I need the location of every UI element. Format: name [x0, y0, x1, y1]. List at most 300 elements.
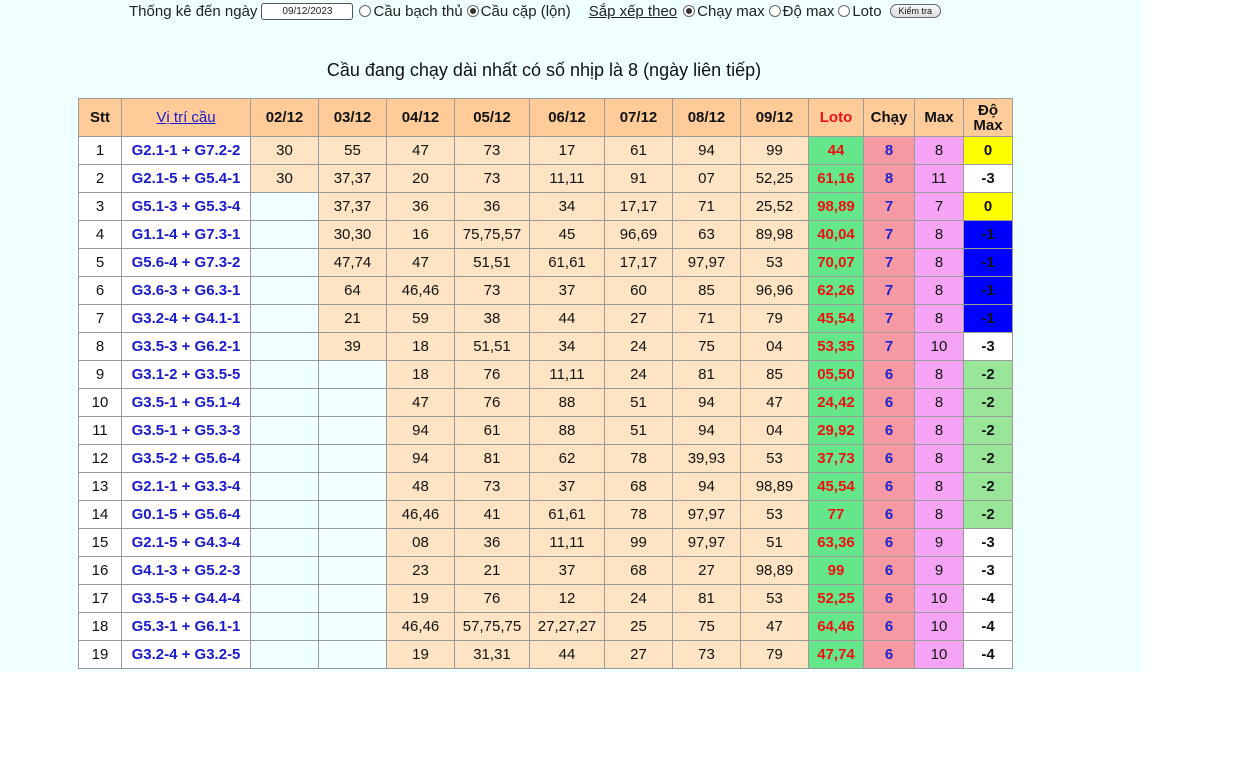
row-date-value: 53 [741, 445, 809, 473]
row-date-value: 94 [673, 473, 741, 501]
row-do-max: -3 [964, 529, 1013, 557]
row-date-value: 47 [387, 389, 455, 417]
row-do-max: 0 [964, 137, 1013, 165]
row-stt: 6 [79, 277, 122, 305]
row-chay: 6 [864, 557, 915, 585]
row-chay: 6 [864, 501, 915, 529]
table-row [79, 417, 1013, 445]
radio-loto[interactable] [838, 5, 850, 17]
row-chay: 7 [864, 193, 915, 221]
row-date-value [251, 529, 319, 557]
row-date-value: 85 [673, 277, 741, 305]
row-loto: 61,16 [809, 165, 864, 193]
row-date-value: 53 [741, 249, 809, 277]
row-stt: 19 [79, 641, 122, 669]
row-date-value: 46,46 [387, 613, 455, 641]
table-row [79, 221, 1013, 249]
table-row [79, 193, 1013, 221]
row-date-value: 25 [605, 613, 673, 641]
row-loto: 62,26 [809, 277, 864, 305]
row-date-value: 99 [741, 137, 809, 165]
row-stt: 16 [79, 557, 122, 585]
row-max: 8 [915, 473, 964, 501]
header-do-max-line1: Độ [978, 101, 998, 119]
row-date-value: 51 [605, 417, 673, 445]
row-do-max: -1 [964, 221, 1013, 249]
row-date-value: 31,31 [455, 641, 530, 669]
option-cap-lon-label: Cầu cặp (lộn) [480, 2, 571, 20]
table-row [79, 473, 1013, 501]
row-date-value: 37,37 [319, 193, 387, 221]
filter-bar [129, 0, 941, 22]
row-chay: 8 [864, 137, 915, 165]
row-chay: 7 [864, 221, 915, 249]
row-vi-tri-link[interactable]: G3.5-2 + G5.6-4 [122, 445, 251, 473]
row-stt: 15 [79, 529, 122, 557]
row-date-value: 30,30 [319, 221, 387, 249]
row-stt: 11 [79, 417, 122, 445]
row-date-value: 97,97 [673, 249, 741, 277]
row-date-value: 17,17 [605, 249, 673, 277]
row-date-value [319, 445, 387, 473]
row-date-value: 81 [673, 585, 741, 613]
row-max: 8 [915, 389, 964, 417]
row-stt: 1 [79, 137, 122, 165]
header-vi-tri[interactable]: Vị trí cầu [122, 99, 251, 137]
header-date: 08/12 [673, 99, 741, 137]
row-chay: 7 [864, 249, 915, 277]
row-date-value [319, 361, 387, 389]
row-date-value [251, 249, 319, 277]
row-vi-tri-link[interactable]: G1.1-4 + G7.3-1 [122, 221, 251, 249]
row-chay: 7 [864, 305, 915, 333]
table-row [79, 445, 1013, 473]
row-do-max: -2 [964, 361, 1013, 389]
row-vi-tri-link[interactable]: G5.3-1 + G6.1-1 [122, 613, 251, 641]
row-date-value: 97,97 [673, 529, 741, 557]
header-loto: Loto [809, 99, 864, 137]
row-date-value: 61 [455, 417, 530, 445]
row-date-value: 89,98 [741, 221, 809, 249]
radio-bach-thu[interactable] [359, 5, 371, 17]
row-loto: 99 [809, 557, 864, 585]
header-row [79, 99, 1013, 137]
row-date-value: 94 [673, 389, 741, 417]
row-chay: 8 [864, 165, 915, 193]
row-stt: 12 [79, 445, 122, 473]
row-stt: 4 [79, 221, 122, 249]
row-date-value: 62 [530, 445, 605, 473]
row-vi-tri-link[interactable]: G2.1-5 + G5.4-1 [122, 165, 251, 193]
row-date-value: 99 [605, 529, 673, 557]
header-do-max-line2: Max [973, 116, 1003, 134]
row-loto: 05,50 [809, 361, 864, 389]
row-date-value: 24 [605, 585, 673, 613]
row-date-value: 46,46 [387, 277, 455, 305]
row-date-value: 27 [605, 305, 673, 333]
row-date-value: 73 [673, 641, 741, 669]
row-date-value: 94 [387, 445, 455, 473]
header-date: 06/12 [530, 99, 605, 137]
row-date-value: 18 [387, 333, 455, 361]
row-do-max: -1 [964, 277, 1013, 305]
row-date-value: 17,17 [605, 193, 673, 221]
option-cap-lon[interactable] [467, 3, 571, 20]
row-date-value [251, 221, 319, 249]
row-date-value [319, 641, 387, 669]
row-max: 7 [915, 193, 964, 221]
row-date-value: 75 [673, 333, 741, 361]
row-max: 8 [915, 277, 964, 305]
row-loto: 45,54 [809, 305, 864, 333]
row-date-value: 39,93 [673, 445, 741, 473]
row-loto: 29,92 [809, 417, 864, 445]
row-do-max: -2 [964, 473, 1013, 501]
row-vi-tri-link[interactable]: G2.1-5 + G4.3-4 [122, 529, 251, 557]
row-date-value: 78 [605, 445, 673, 473]
row-date-value: 51,51 [455, 333, 530, 361]
row-date-value: 36 [455, 529, 530, 557]
row-date-value: 60 [605, 277, 673, 305]
row-date-value: 19 [387, 585, 455, 613]
row-loto: 45,54 [809, 473, 864, 501]
row-max: 8 [915, 137, 964, 165]
radio-cap-lon[interactable] [467, 5, 479, 17]
results-table [78, 98, 1013, 669]
row-date-value: 61,61 [530, 249, 605, 277]
row-date-value [319, 529, 387, 557]
row-date-value: 76 [455, 361, 530, 389]
row-chay: 6 [864, 529, 915, 557]
row-date-value: 88 [530, 389, 605, 417]
row-vi-tri-link[interactable]: G3.5-3 + G6.2-1 [122, 333, 251, 361]
row-date-value: 07 [673, 165, 741, 193]
row-vi-tri-link[interactable]: G4.1-3 + G5.2-3 [122, 557, 251, 585]
row-date-value [251, 277, 319, 305]
option-bach-thu-label: Cầu bạch thủ [373, 2, 463, 20]
row-stt: 7 [79, 305, 122, 333]
table-row [79, 361, 1013, 389]
row-date-value [251, 473, 319, 501]
row-vi-tri-link[interactable]: G3.6-3 + G6.3-1 [122, 277, 251, 305]
table-row [79, 613, 1013, 641]
row-date-value [251, 613, 319, 641]
row-date-value: 04 [741, 417, 809, 445]
header-date: 09/12 [741, 99, 809, 137]
row-chay: 6 [864, 361, 915, 389]
row-date-value [251, 361, 319, 389]
date-label: Thống kê đến ngày [129, 2, 258, 20]
row-vi-tri-link[interactable]: G5.6-4 + G7.3-2 [122, 249, 251, 277]
row-max: 9 [915, 529, 964, 557]
row-date-value: 34 [530, 193, 605, 221]
row-do-max: -3 [964, 557, 1013, 585]
check-button[interactable]: Kiểm tra [890, 4, 942, 18]
row-chay: 6 [864, 641, 915, 669]
row-do-max: -2 [964, 389, 1013, 417]
row-max: 8 [915, 501, 964, 529]
header-date: 02/12 [251, 99, 319, 137]
row-date-value: 41 [455, 501, 530, 529]
row-date-value [319, 501, 387, 529]
row-loto: 24,42 [809, 389, 864, 417]
row-date-value: 04 [741, 333, 809, 361]
row-date-value: 91 [605, 165, 673, 193]
row-stt: 13 [79, 473, 122, 501]
header-stt: Stt [79, 99, 122, 137]
row-chay: 7 [864, 333, 915, 361]
row-stt: 2 [79, 165, 122, 193]
row-date-value: 68 [605, 557, 673, 585]
table-row [79, 529, 1013, 557]
date-input[interactable] [261, 3, 353, 20]
row-date-value [319, 473, 387, 501]
header-date: 04/12 [387, 99, 455, 137]
row-date-value: 16 [387, 221, 455, 249]
row-vi-tri-link[interactable]: G3.2-4 + G4.1-1 [122, 305, 251, 333]
row-date-value: 51 [605, 389, 673, 417]
row-vi-tri-link[interactable]: G3.1-2 + G3.5-5 [122, 361, 251, 389]
row-date-value: 24 [605, 333, 673, 361]
row-date-value: 51,51 [455, 249, 530, 277]
table-row [79, 501, 1013, 529]
table-row [79, 641, 1013, 669]
row-max: 8 [915, 361, 964, 389]
row-date-value [251, 333, 319, 361]
row-date-value: 75,75,57 [455, 221, 530, 249]
header-date: 03/12 [319, 99, 387, 137]
header-do-max [964, 99, 1013, 137]
row-date-value: 61 [605, 137, 673, 165]
header-max: Max [915, 99, 964, 137]
row-date-value: 19 [387, 641, 455, 669]
row-date-value: 23 [387, 557, 455, 585]
row-loto: 47,74 [809, 641, 864, 669]
row-stt: 9 [79, 361, 122, 389]
row-date-value [251, 445, 319, 473]
row-stt: 17 [79, 585, 122, 613]
row-stt: 3 [79, 193, 122, 221]
row-max: 9 [915, 557, 964, 585]
row-do-max: -4 [964, 641, 1013, 669]
row-date-value: 27,27,27 [530, 613, 605, 641]
row-date-value: 30 [251, 137, 319, 165]
row-vi-tri-link[interactable]: G3.5-1 + G5.1-4 [122, 389, 251, 417]
row-chay: 6 [864, 417, 915, 445]
row-date-value: 24 [605, 361, 673, 389]
row-max: 10 [915, 613, 964, 641]
row-date-value: 88 [530, 417, 605, 445]
table-row [79, 137, 1013, 165]
row-date-value: 51 [741, 529, 809, 557]
row-date-value [251, 585, 319, 613]
row-date-value: 11,11 [530, 165, 605, 193]
row-date-value: 68 [605, 473, 673, 501]
row-chay: 6 [864, 389, 915, 417]
row-date-value: 78 [605, 501, 673, 529]
sort-link[interactable]: Sắp xếp theo [588, 2, 678, 20]
row-loto: 40,04 [809, 221, 864, 249]
row-date-value: 73 [455, 137, 530, 165]
row-date-value: 71 [673, 193, 741, 221]
row-stt: 10 [79, 389, 122, 417]
row-loto: 53,35 [809, 333, 864, 361]
row-loto: 63,36 [809, 529, 864, 557]
row-vi-tri-link[interactable]: G3.5-5 + G4.4-4 [122, 585, 251, 613]
row-date-value: 76 [455, 585, 530, 613]
row-date-value: 47,74 [319, 249, 387, 277]
row-max: 8 [915, 445, 964, 473]
row-chay: 6 [864, 445, 915, 473]
row-date-value: 34 [530, 333, 605, 361]
table-row [79, 389, 1013, 417]
table-row [79, 333, 1013, 361]
row-do-max: -2 [964, 445, 1013, 473]
option-do-max[interactable] [769, 3, 835, 20]
page-title: Cầu đang chạy dài nhất có số nhịp là 8 (ngày liên tiếp) [326, 60, 762, 80]
row-date-value [251, 501, 319, 529]
table-row [79, 249, 1013, 277]
row-date-value: 53 [741, 585, 809, 613]
row-chay: 6 [864, 585, 915, 613]
row-max: 8 [915, 417, 964, 445]
row-stt: 8 [79, 333, 122, 361]
row-date-value: 18 [387, 361, 455, 389]
row-date-value [319, 417, 387, 445]
row-do-max: -1 [964, 249, 1013, 277]
row-vi-tri-link[interactable]: G0.1-5 + G5.6-4 [122, 501, 251, 529]
row-date-value: 55 [319, 137, 387, 165]
row-date-value [251, 389, 319, 417]
row-do-max: -1 [964, 305, 1013, 333]
row-max: 11 [915, 165, 964, 193]
header-date: 07/12 [605, 99, 673, 137]
row-date-value: 36 [455, 193, 530, 221]
row-date-value: 73 [455, 165, 530, 193]
row-date-value: 46,46 [387, 501, 455, 529]
row-date-value: 57,75,75 [455, 613, 530, 641]
row-date-value: 81 [673, 361, 741, 389]
row-date-value: 25,52 [741, 193, 809, 221]
row-max: 8 [915, 249, 964, 277]
row-vi-tri-link[interactable]: G5.1-3 + G5.3-4 [122, 193, 251, 221]
row-date-value [319, 389, 387, 417]
row-chay: 6 [864, 473, 915, 501]
row-loto: 77 [809, 501, 864, 529]
row-date-value: 37 [530, 557, 605, 585]
row-date-value: 17 [530, 137, 605, 165]
row-vi-tri-link[interactable]: G3.2-4 + G3.2-5 [122, 641, 251, 669]
row-date-value: 11,11 [530, 361, 605, 389]
table-row [79, 165, 1013, 193]
row-date-value: 30 [251, 165, 319, 193]
row-date-value: 79 [741, 305, 809, 333]
row-loto: 44 [809, 137, 864, 165]
row-date-value: 94 [387, 417, 455, 445]
row-do-max: -4 [964, 613, 1013, 641]
option-do-max-label: Độ max [782, 2, 835, 20]
row-date-value: 75 [673, 613, 741, 641]
row-date-value: 52,25 [741, 165, 809, 193]
row-date-value: 63 [673, 221, 741, 249]
row-date-value: 73 [455, 473, 530, 501]
option-chay-max-label: Chạy max [697, 2, 765, 20]
table-body [79, 137, 1013, 669]
row-date-value: 53 [741, 501, 809, 529]
header-date: 05/12 [455, 99, 530, 137]
table-row [79, 585, 1013, 613]
row-vi-tri-link[interactable]: G3.5-1 + G5.3-3 [122, 417, 251, 445]
row-date-value: 20 [387, 165, 455, 193]
row-do-max: -3 [964, 165, 1013, 193]
row-do-max: -2 [964, 501, 1013, 529]
row-loto: 64,46 [809, 613, 864, 641]
radio-do-max[interactable] [769, 5, 781, 17]
row-date-value: 11,11 [530, 529, 605, 557]
row-date-value: 96,96 [741, 277, 809, 305]
option-loto-label: Loto [852, 2, 882, 20]
row-date-value [251, 193, 319, 221]
radio-chay-max[interactable] [683, 5, 695, 17]
header-chay: Chạy [864, 99, 915, 137]
row-loto: 52,25 [809, 585, 864, 613]
row-date-value: 21 [455, 557, 530, 585]
row-loto: 70,07 [809, 249, 864, 277]
option-loto[interactable] [838, 3, 881, 20]
row-date-value: 27 [673, 557, 741, 585]
row-date-value: 21 [319, 305, 387, 333]
row-date-value: 97,97 [673, 501, 741, 529]
row-date-value: 37 [530, 277, 605, 305]
row-date-value: 48 [387, 473, 455, 501]
row-stt: 14 [79, 501, 122, 529]
table-row [79, 557, 1013, 585]
row-date-value: 85 [741, 361, 809, 389]
table-row [79, 277, 1013, 305]
row-do-max: -4 [964, 585, 1013, 613]
row-date-value: 71 [673, 305, 741, 333]
row-date-value: 98,89 [741, 557, 809, 585]
option-chay-max[interactable] [683, 3, 765, 20]
row-vi-tri-link[interactable]: G2.1-1 + G3.3-4 [122, 473, 251, 501]
row-date-value: 45 [530, 221, 605, 249]
row-date-value: 12 [530, 585, 605, 613]
option-bach-thu[interactable] [359, 3, 462, 20]
row-max: 8 [915, 221, 964, 249]
row-stt: 18 [79, 613, 122, 641]
row-chay: 6 [864, 613, 915, 641]
row-vi-tri-link[interactable]: G2.1-1 + G7.2-2 [122, 137, 251, 165]
row-chay: 7 [864, 277, 915, 305]
row-date-value: 94 [673, 137, 741, 165]
row-date-value: 47 [741, 389, 809, 417]
row-date-value: 47 [741, 613, 809, 641]
row-date-value [319, 613, 387, 641]
row-date-value: 81 [455, 445, 530, 473]
row-max: 10 [915, 585, 964, 613]
row-stt: 5 [79, 249, 122, 277]
row-date-value: 47 [387, 249, 455, 277]
row-do-max: -2 [964, 417, 1013, 445]
row-date-value: 44 [530, 305, 605, 333]
row-date-value [251, 641, 319, 669]
table-row [79, 305, 1013, 333]
row-date-value [251, 305, 319, 333]
row-date-value: 47 [387, 137, 455, 165]
row-date-value: 37 [530, 473, 605, 501]
row-date-value: 79 [741, 641, 809, 669]
row-date-value: 36 [387, 193, 455, 221]
